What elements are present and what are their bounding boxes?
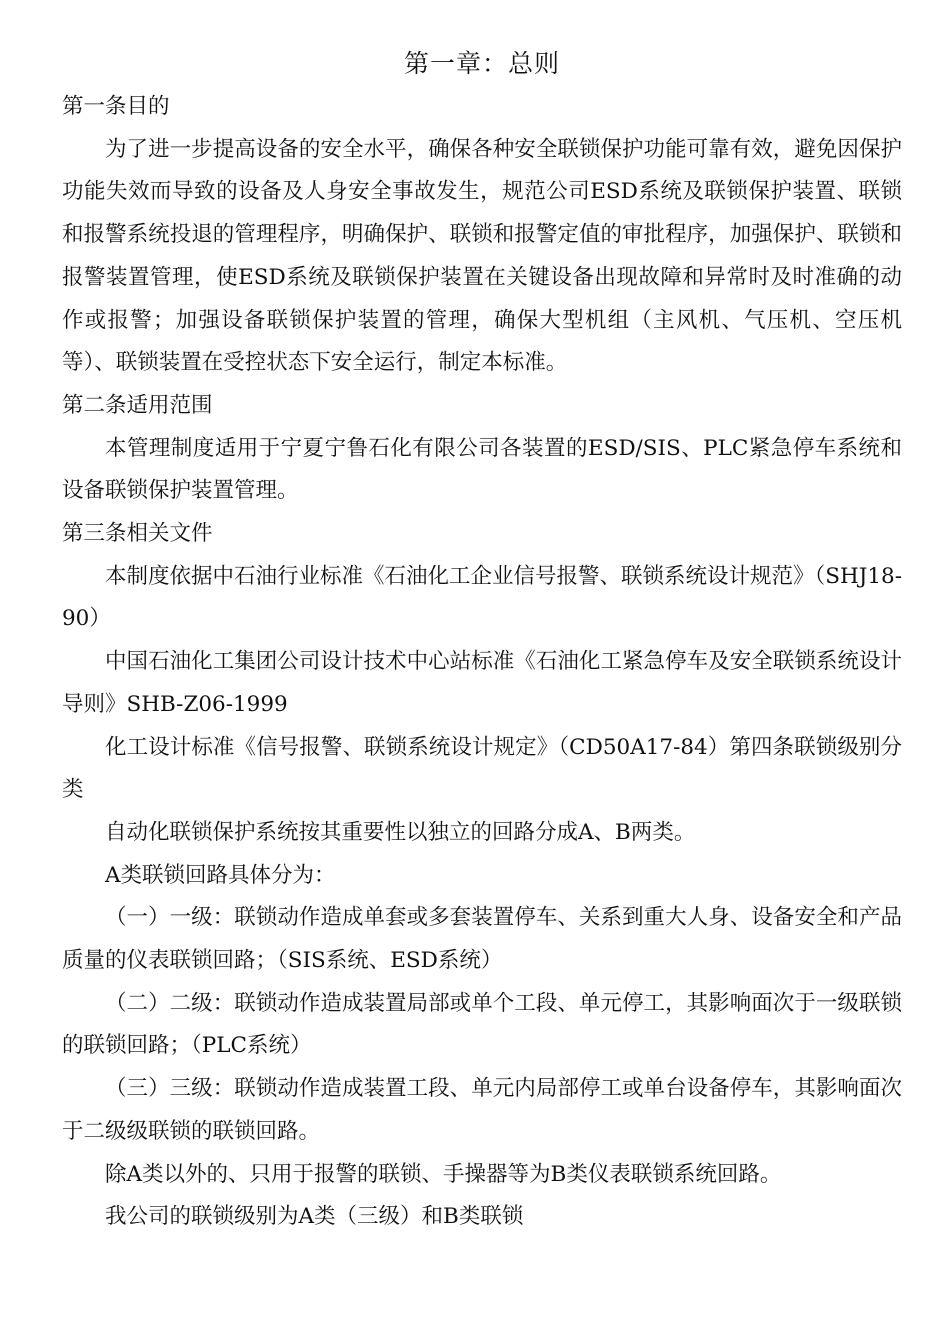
paragraph-reference-shb: 中国石油化工集团公司设计技术中心站标准《石油化工紧急停车及安全联锁系统设计导则》SHB-Z06-1999 — [62, 649, 902, 717]
section-heading-related-documents: 第三条相关文件 — [62, 521, 213, 547]
paragraph-classification: 自动化联锁保护系统按其重要性以独立的回路分成A、B两类。 — [105, 819, 696, 845]
paragraph-purpose: 为了进一步提高设备的安全水平，确保各种安全联锁保护功能可靠有效，避免因保护功能失效而导致的设备及人身安全事故发生，规范公司ESD系统及联锁保护装置、联锁和报警系统投退的管理程序，明确保护、联锁和报警定值的审批程序，加强保护、联锁和报警装置管理，使ESD系统及联锁保护装置在关键设备出现故障和异常时及时准确的动作或报警；加强设备联锁保护装置的管理，确保大型机组（主风机、气压机、空压机等）、联锁装置在受控状态下安全运行，制定本标准。 — [62, 136, 902, 376]
paragraph-company-level: 我公司的联锁级别为A类（三级）和B类联锁 — [105, 1204, 524, 1230]
document-page — [62, 42, 902, 1239]
paragraph-reference-shj: 本制度依据中石油行业标准《石油化工企业信号报警、联锁系统设计规范》（SHJ18-90） — [62, 563, 902, 632]
paragraph-class-a-intro: A类联锁回路具体分为： — [105, 862, 336, 888]
paragraph-reference-cd50a: 化工设计标准《信号报警、联锁系统设计规定》（CD50A17-84）第四条联锁级别分类 — [62, 734, 902, 803]
chapter-title: 第一章：总则 — [403, 49, 560, 78]
paragraph-level-three: （三）三级：联锁动作造成装置工段、单元内局部停工或单台设备停车，其影响面次于二级级联锁的联锁回路。 — [62, 1076, 902, 1144]
section-heading-scope: 第二条适用范围 — [62, 392, 213, 418]
paragraph-class-b: 除A类以外的、只用于报警的联锁、手操器等为B类仪表联锁系统回路。 — [105, 1161, 782, 1187]
paragraph-level-two: （二）二级：联锁动作造成装置局部或单个工段、单元停工，其影响面次于一级联锁的联锁回路；（PLC系统） — [62, 990, 902, 1059]
paragraph-scope: 本管理制度适用于宁夏宁鲁石化有限公司各装置的ESD/SIS、PLC紧急停车系统和设备联锁保护装置管理。 — [62, 435, 902, 504]
paragraph-level-one: （一）一级：联锁动作造成单套或多套装置停车、关系到重大人身、设备安全和产品质量的仪表联锁回路；（SIS系统、ESD系统） — [62, 905, 902, 974]
section-heading-purpose: 第一条目的 — [62, 94, 170, 119]
